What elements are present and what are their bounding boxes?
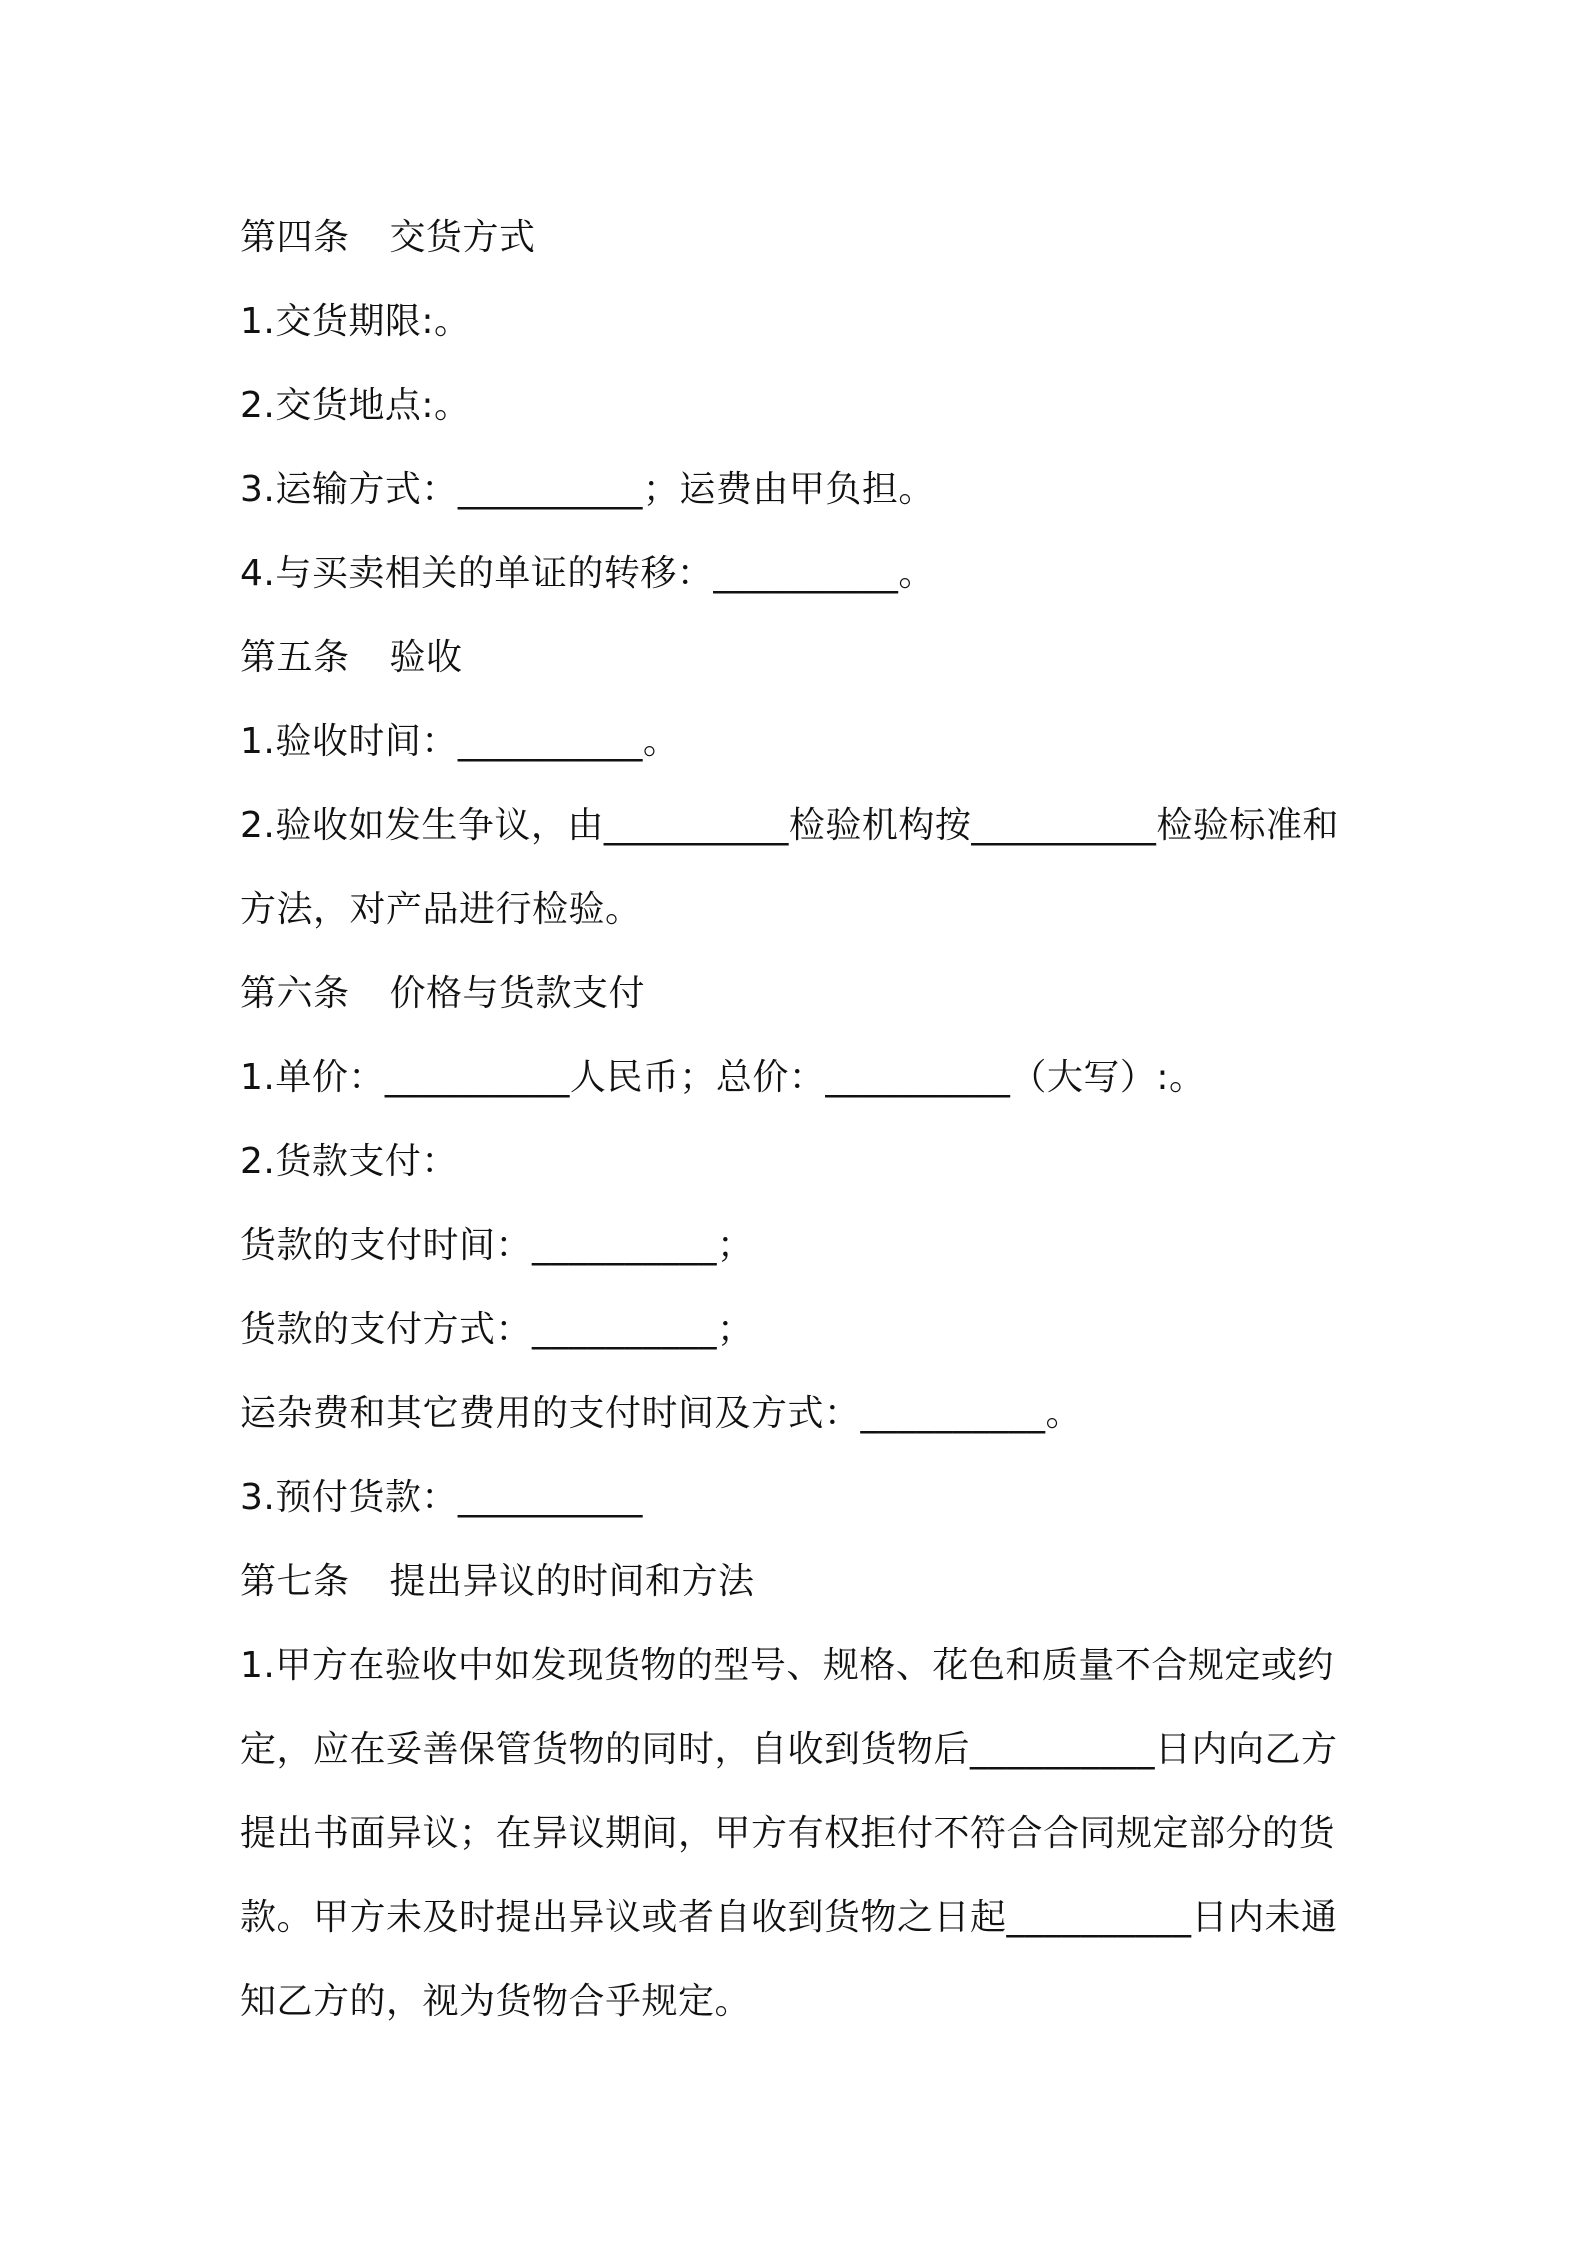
section-6-number: 第六条 <box>240 973 350 1014</box>
section-6-item-1: 1.单价：__________人民币；总价：__________（大写）:。 <box>240 1057 1206 1098</box>
section-4-item-2: 2.交货地点:。 <box>240 385 471 426</box>
section-4-item-1: 1.交货期限:。 <box>240 301 471 342</box>
section-5-item-2-line: 2.验收如发生争议，由__________检验机构按__________检验标准和 <box>240 805 1339 846</box>
section-6-title: 价格与货款支付 <box>389 973 646 1014</box>
section-7-item-1-line: 知乙方的，视为货物合乎规定。 <box>240 1981 752 2022</box>
section-7-title: 提出异议的时间和方法 <box>389 1561 755 1602</box>
section-5-number: 第五条 <box>240 637 350 678</box>
section-5-title: 验收 <box>389 637 463 678</box>
section-7-item-1-line: 提出书面异议；在异议期间，甲方有权拒付不符合合同规定部分的货 <box>240 1813 1336 1854</box>
contract-page <box>240 196 1360 2044</box>
section-5-item-1: 1.验收时间：__________。 <box>240 721 680 762</box>
section-4-heading <box>240 196 1360 280</box>
section-4-number: 第四条 <box>240 217 350 258</box>
section-4-title: 交货方式 <box>389 217 536 258</box>
section-7-item-1-line: 款。甲方未及时提出异议或者自收到货物之日起__________日内未通 <box>240 1897 1338 1938</box>
section-6-item-2: 2.货款支付： <box>240 1141 458 1182</box>
section-6-item-5: 运杂费和其它费用的支付时间及方式：__________。 <box>240 1393 1083 1434</box>
section-7-item-1-line: 1.甲方在验收中如发现货物的型号、规格、花色和质量不合规定或约 <box>240 1645 1334 1686</box>
section-5-item-2-line: 方法，对产品进行检验。 <box>240 889 642 930</box>
section-4-item-4: 4.与买卖相关的单证的转移：__________。 <box>240 553 935 594</box>
section-7-number: 第七条 <box>240 1561 350 1602</box>
section-6-item-6: 3.预付货款：__________ <box>240 1477 643 1518</box>
section-5-item-2 <box>240 784 1360 952</box>
section-5-heading <box>240 616 1360 700</box>
section-6-heading <box>240 952 1360 1036</box>
section-7-item-1 <box>240 1624 1360 2044</box>
section-4-item-3: 3.运输方式：__________；运费由甲负担。 <box>240 469 935 510</box>
section-6-item-4: 货款的支付方式：__________； <box>240 1309 754 1350</box>
section-7-heading <box>240 1540 1360 1624</box>
section-7-item-1-line: 定，应在妥善保管货物的同时，自收到货物后__________日内向乙方 <box>240 1729 1338 1770</box>
section-6-item-3: 货款的支付时间：__________； <box>240 1225 754 1266</box>
